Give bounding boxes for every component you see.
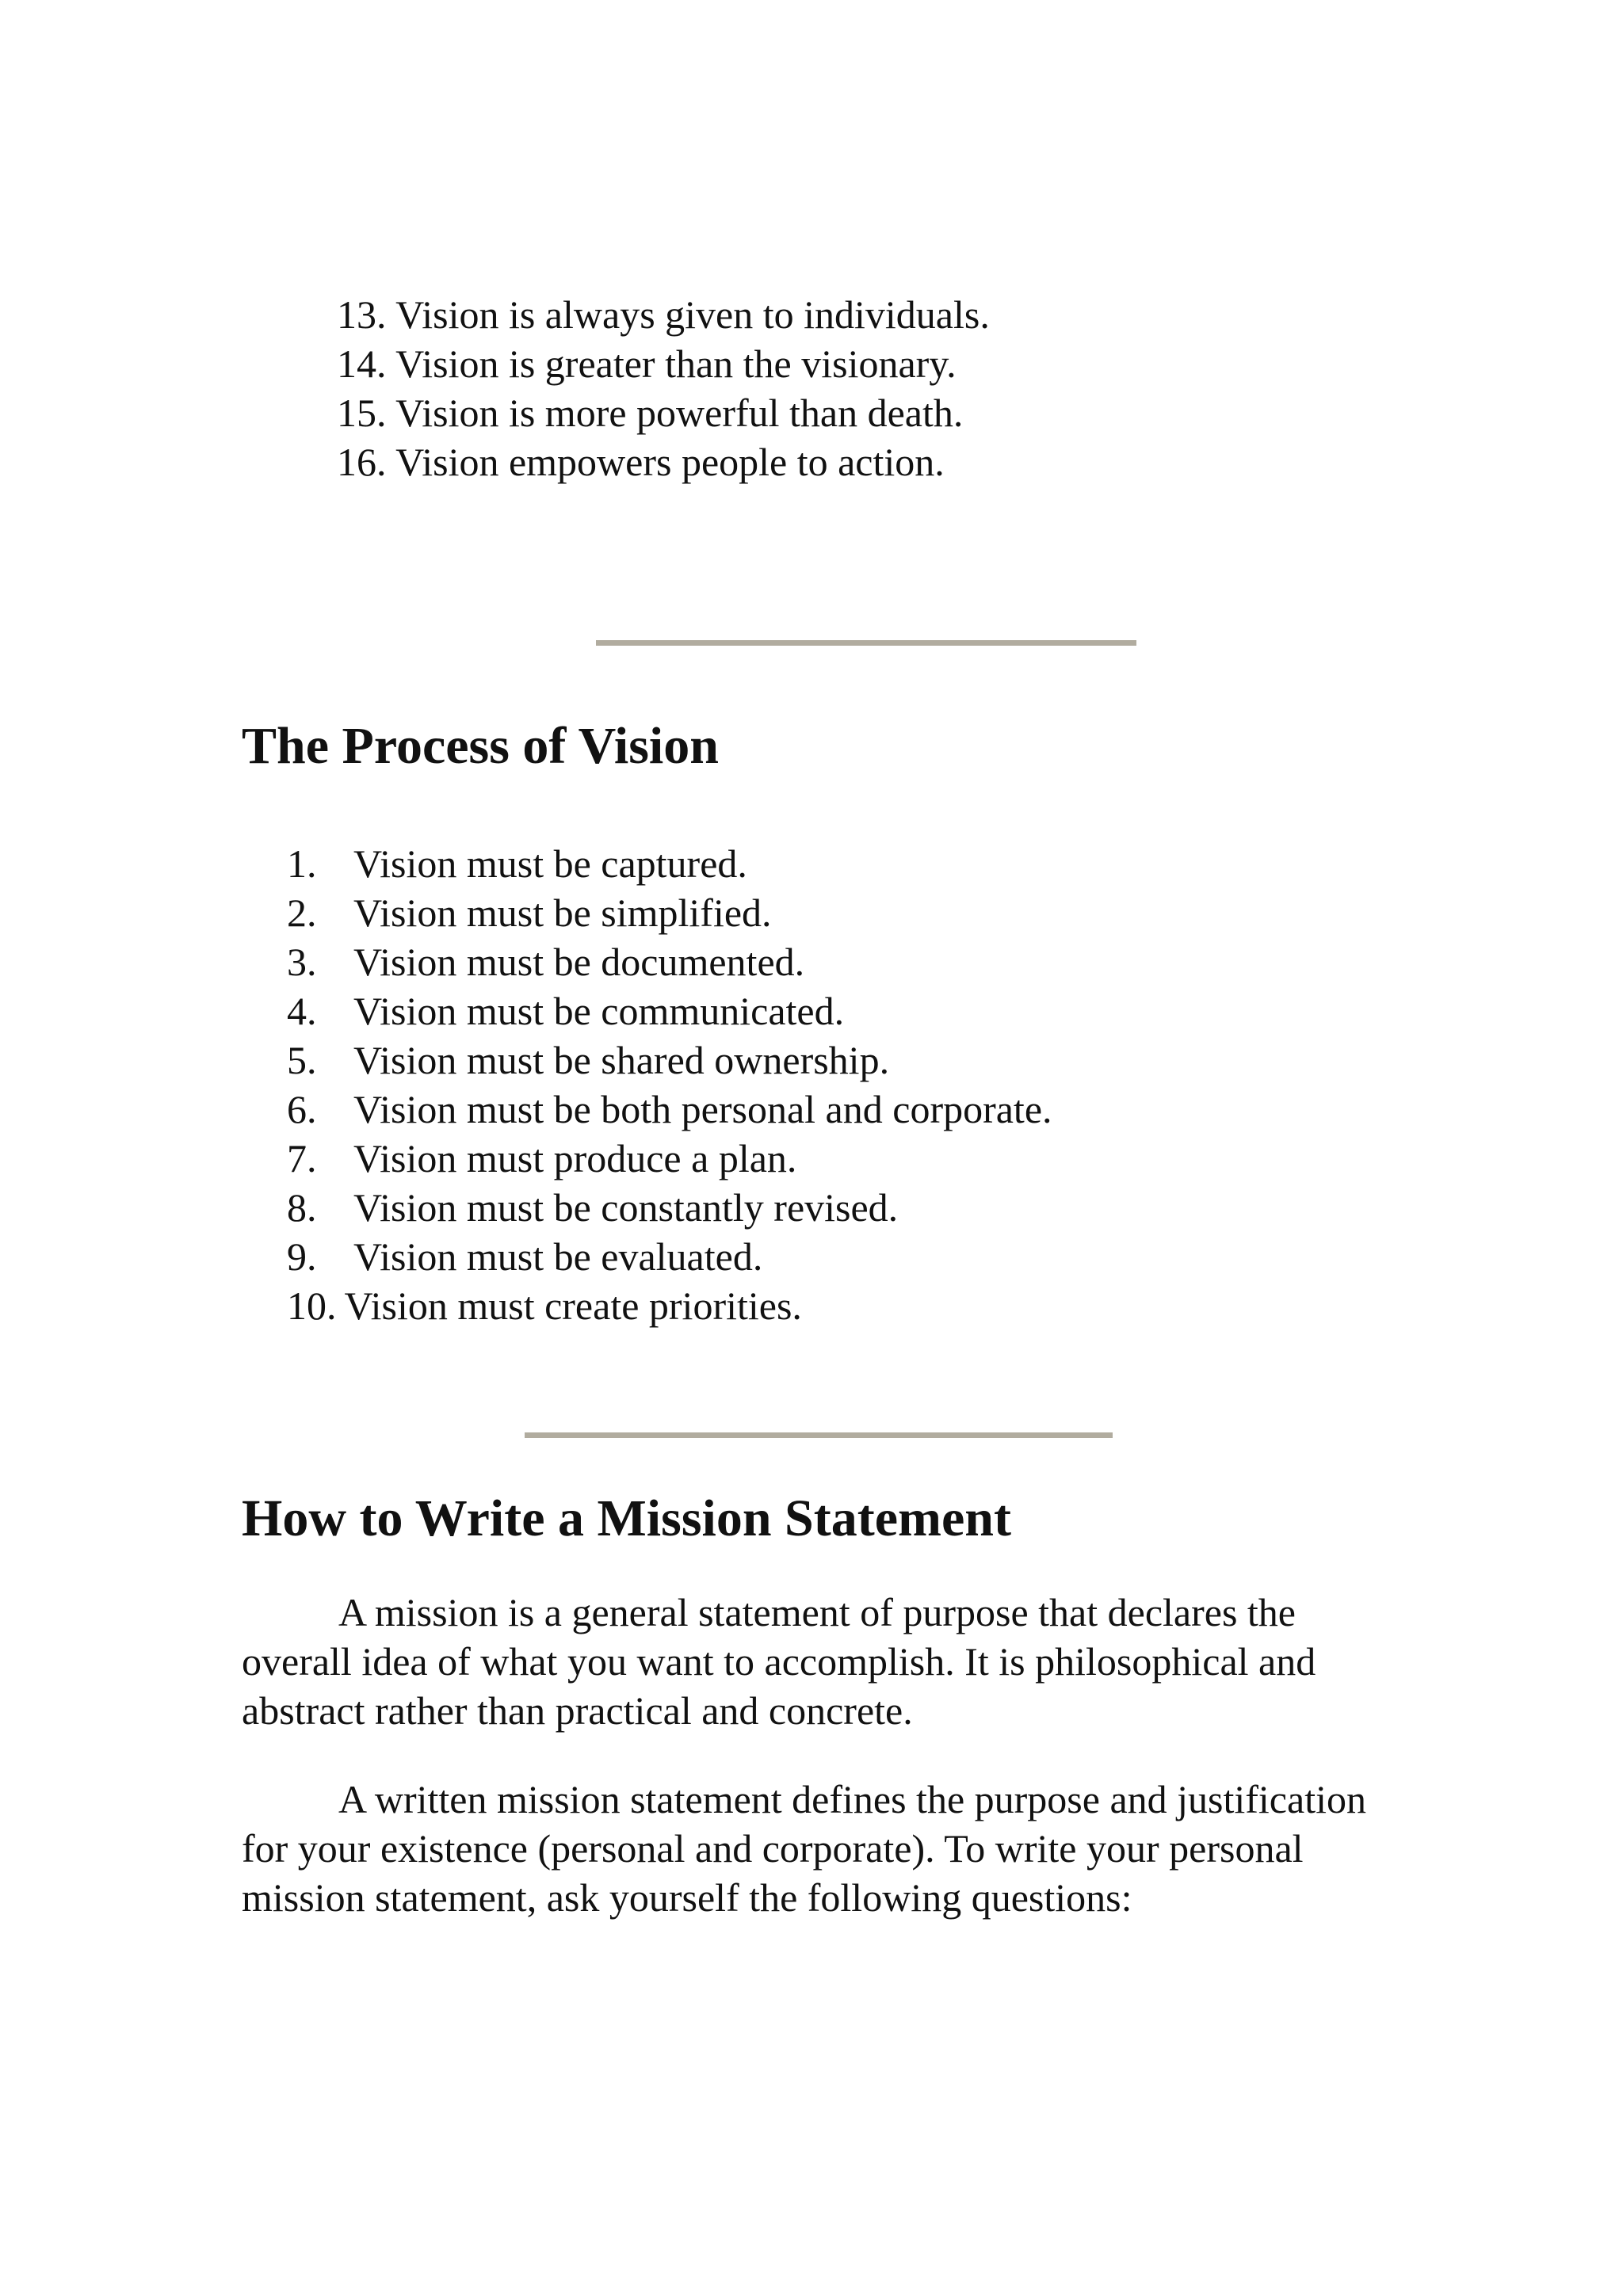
list-item-text: Vision must be captured. xyxy=(353,841,747,886)
list-item-text: Vision must produce a plan. xyxy=(353,1136,797,1180)
list-item-text: Vision must be evaluated. xyxy=(353,1234,763,1279)
list-item-text: Vision must be documented. xyxy=(353,940,805,984)
list-item xyxy=(337,437,990,486)
list-item-text: Vision must be simplified. xyxy=(353,891,772,935)
list-item-number: 14. xyxy=(337,341,387,386)
list-item xyxy=(287,1134,1052,1183)
list-item xyxy=(337,290,990,339)
list-item xyxy=(287,986,1052,1035)
list-item-text: Vision is more powerful than death. xyxy=(395,391,964,435)
list-item-number: 4. xyxy=(287,989,317,1033)
list-item xyxy=(287,1281,1052,1330)
list-item-number: 16. xyxy=(337,440,387,484)
list-item-text: Vision must be communicated. xyxy=(353,989,845,1033)
list-item-text: Vision must be both personal and corporate. xyxy=(353,1087,1052,1131)
list-item-number: 1. xyxy=(287,841,317,886)
list-item-text: Vision must be shared ownership. xyxy=(353,1038,890,1082)
list-item xyxy=(287,839,1052,888)
list-item-number: 10. xyxy=(287,1283,337,1328)
list-item-text: Vision empowers people to action. xyxy=(395,440,945,484)
list-item-text: Vision is always given to individuals. xyxy=(395,292,990,337)
list-item xyxy=(287,1085,1052,1134)
process-of-vision-heading: The Process of Vision xyxy=(242,717,719,775)
list-item xyxy=(337,339,990,388)
list-item-number: 3. xyxy=(287,940,317,984)
list-item xyxy=(287,1035,1052,1085)
mission-statement-heading: How to Write a Mission Statement xyxy=(242,1489,1011,1547)
continued-vision-list xyxy=(337,290,990,486)
list-item xyxy=(287,937,1052,986)
list-item xyxy=(287,1183,1052,1232)
list-item-number: 2. xyxy=(287,891,317,935)
section-divider xyxy=(596,640,1136,646)
list-item xyxy=(287,888,1052,937)
list-item-number: 5. xyxy=(287,1038,317,1082)
list-item-number: 6. xyxy=(287,1087,317,1131)
list-item-text: Vision must create priorities. xyxy=(344,1283,802,1328)
list-item xyxy=(337,388,990,437)
mission-paragraph: A mission is a general statement of purpose that declares the overall idea of what you want to accomplish. It is philosophical and abstract rather than practical and concrete. xyxy=(242,1590,1316,1733)
list-item-number: 13. xyxy=(337,292,387,337)
list-item-number: 15. xyxy=(337,391,387,435)
list-item-number: 7. xyxy=(287,1136,317,1180)
list-item-text: Vision must be constantly revised. xyxy=(353,1185,899,1230)
process-of-vision-list xyxy=(287,839,1052,1330)
list-item xyxy=(287,1232,1052,1281)
list-item-number: 9. xyxy=(287,1234,317,1279)
section-divider xyxy=(525,1432,1113,1438)
list-item-number: 8. xyxy=(287,1185,317,1230)
list-item-text: Vision is greater than the visionary. xyxy=(395,341,957,386)
mission-paragraph: A written mission statement defines the purpose and justification for your existence (personal and corporate). To write your personal mission statement, ask yourself the following questions: xyxy=(242,1777,1366,1920)
